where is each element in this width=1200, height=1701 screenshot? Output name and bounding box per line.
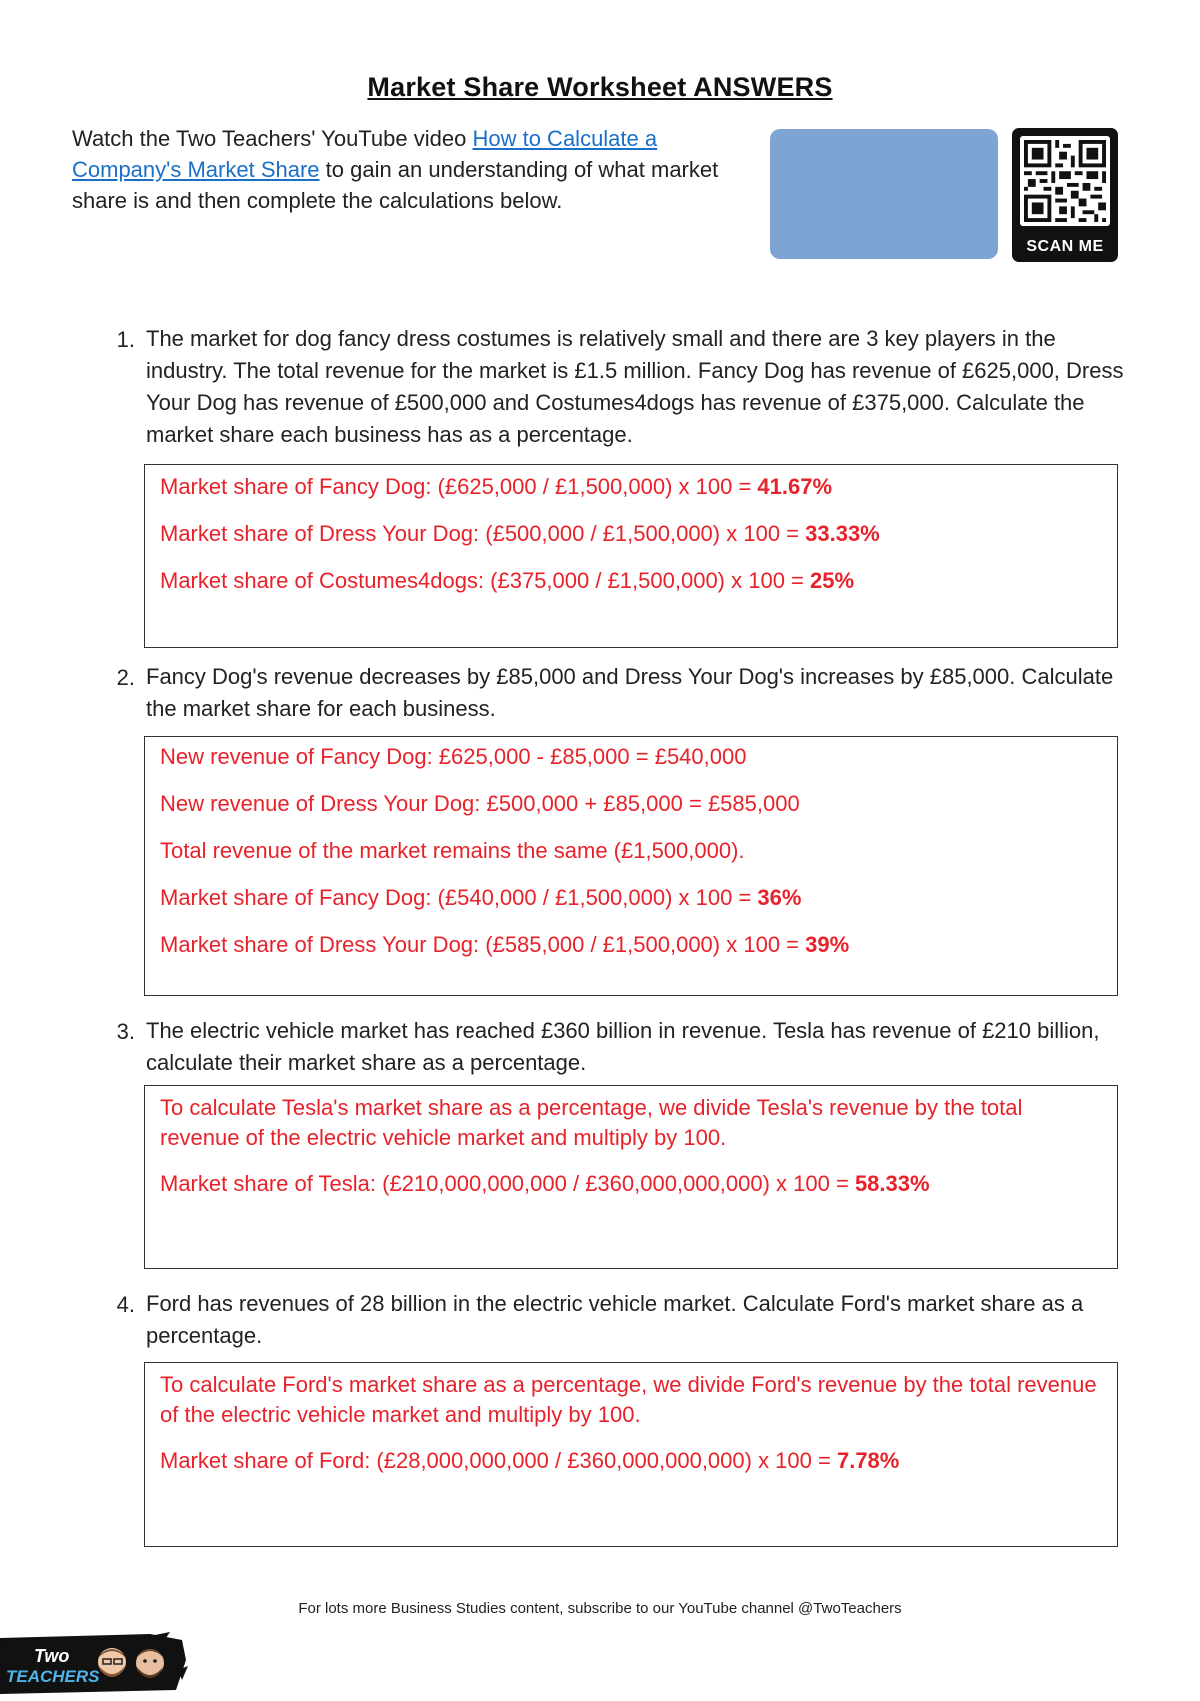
logo-icon — [0, 1630, 188, 1696]
video-thumbnail[interactable] — [770, 129, 998, 259]
answer-result: 7.78% — [836, 1448, 900, 1473]
qr-label: SCAN ME — [1026, 238, 1104, 255]
answer-line — [160, 930, 1100, 960]
answer-text: To calculate Tesla's market share as a percentage, we divide Tesla's revenue by the total revenue of the electric vehicle market and multiply by 100. — [160, 1095, 1023, 1150]
logo-text-line2: TEACHERS — [6, 1667, 100, 1686]
answer-text: Market share of Dress Your Dog: (£500,000 / £1,500,000) x 100 = — [160, 521, 806, 546]
answer-text: New revenue of Dress Your Dog: £500,000 + £85,000 = £585,000 — [160, 791, 800, 816]
answer-result: 33.33% — [805, 521, 880, 546]
answer-line — [160, 1093, 1100, 1153]
answer-line — [160, 742, 1100, 772]
answer-text: Market share of Dress Your Dog: (£585,000 / £1,500,000) x 100 = — [160, 932, 806, 957]
answer-line — [160, 1446, 1100, 1476]
video-link[interactable]: How to Calculate a Company's Market Share — [72, 126, 658, 182]
question-number: 3. — [116, 1019, 135, 1044]
intro-text-after: to gain an understanding of what market share is and then complete the calculations below. — [72, 157, 719, 213]
answer-text: Market share of Fancy Dog: (£625,000 / £1,500,000) x 100 = — [160, 474, 758, 499]
logo-text-line1: Two — [34, 1646, 70, 1666]
question-text: The electric vehicle market has reached £360 billion in revenue. Tesla has revenue of £210 billion, calculate their market share as a percentage. — [146, 1018, 1100, 1075]
question-number: 1. — [116, 327, 135, 352]
two-teachers-logo — [0, 1630, 188, 1696]
intro-text-before: Watch the Two Teachers' YouTube video — [72, 126, 473, 151]
answer-result: 41.67% — [757, 474, 833, 499]
answer-text: To calculate Ford's market share as a percentage, we divide Ford's revenue by the total revenue of the electric vehicle market and multiply by 100. — [160, 1372, 1097, 1427]
answer-text: New revenue of Fancy Dog: £625,000 - £85,000 = £540,000 — [160, 744, 747, 769]
question-number: 2. — [116, 665, 135, 690]
answer-box — [144, 1362, 1118, 1547]
qr-code-icon — [1024, 140, 1106, 222]
answer-result: 36% — [757, 885, 802, 910]
answer-line — [160, 472, 1100, 502]
answer-box — [144, 464, 1118, 648]
question-text: The market for dog fancy dress costumes is relatively small and there are 3 key players in the industry. The total revenue for the market is £1.5 million. Fancy Dog has revenue of £625,000, Dress Your Dog has revenue of £500,000 and Costumes4dogs has revenue of £375,000. Calculate the market share each business has as a percentage. — [146, 326, 1124, 447]
answer-box — [144, 736, 1118, 996]
answer-line — [160, 1169, 1100, 1199]
question-number: 4. — [116, 1292, 135, 1317]
question-text: Ford has revenues of 28 billion in the electric vehicle market. Calculate Ford's market share as a percentage. — [146, 1291, 1084, 1348]
answer-line — [160, 836, 1100, 866]
intro-paragraph — [72, 123, 752, 216]
qr-code — [1012, 128, 1118, 262]
answer-result: 39% — [805, 932, 850, 957]
answer-text: Market share of Costumes4dogs: (£375,000 / £1,500,000) x 100 = — [160, 568, 811, 593]
page-title: Market Share Worksheet ANSWERS — [367, 72, 833, 102]
answer-text: Market share of Ford: (£28,000,000,000 / £360,000,000,000) x 100 = — [160, 1448, 837, 1473]
footer-text: For lots more Business Studies content, subscribe to our YouTube channel @TwoTeachers — [298, 1600, 902, 1617]
answer-line — [160, 789, 1100, 819]
answer-result: 58.33% — [854, 1171, 930, 1196]
answer-line — [160, 883, 1100, 913]
answer-result: 25% — [810, 568, 855, 593]
question-text: Fancy Dog's revenue decreases by £85,000 and Dress Your Dog's increases by £85,000. Calculate the market share for each business. — [146, 664, 1114, 721]
answer-text: Total revenue of the market remains the same (£1,500,000). — [160, 838, 745, 863]
answer-box — [144, 1085, 1118, 1269]
answer-line — [160, 566, 1100, 596]
answer-line — [160, 519, 1100, 549]
answer-text: Market share of Fancy Dog: (£540,000 / £1,500,000) x 100 = — [160, 885, 758, 910]
answer-line — [160, 1370, 1100, 1430]
answer-text: Market share of Tesla: (£210,000,000,000 / £360,000,000,000) x 100 = — [160, 1171, 855, 1196]
